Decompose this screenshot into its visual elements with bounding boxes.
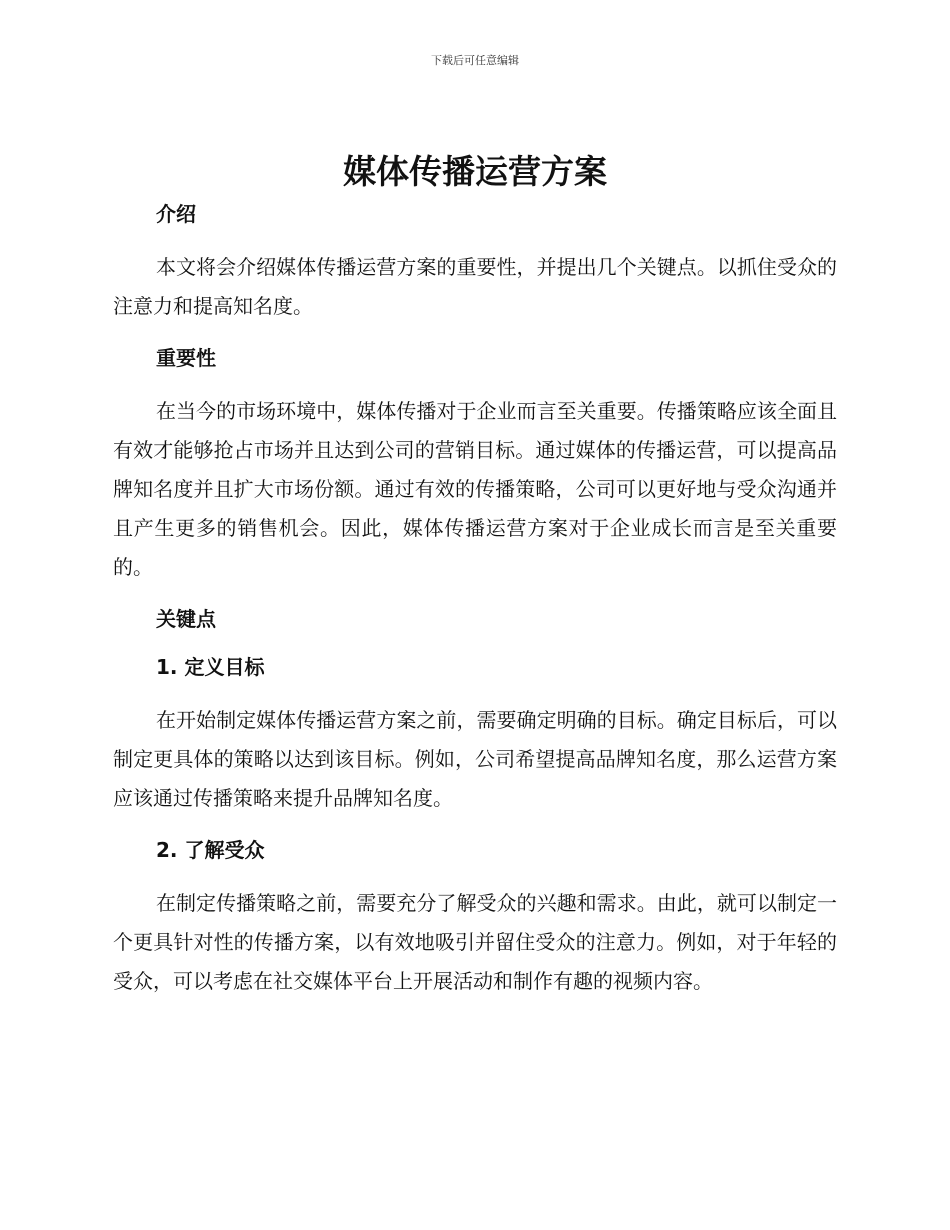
section-heading-importance: 重要性 [156,346,216,370]
section-text-intro: 本文将会介绍媒体传播运营方案的重要性，并提出几个关键点。以抓住受众的注意力和提高知名度。 [113,255,837,318]
section-text-point-2: 在制定传播策略之前，需要充分了解受众的兴趣和需求。由此，就可以制定一个更具针对性的传播方案，以有效地吸引并留住受众的注意力。例如，对于年轻的受众，可以考虑在社交媒体平台上开展活动和制作有趣的视频内容。 [113,891,837,993]
section-heading-intro: 介绍 [156,202,196,226]
section-text-point-1: 在开始制定媒体传播运营方案之前，需要确定明确的目标。确定目标后，可以制定更具体的策略以达到该目标。例如，公司希望提高品牌知名度，那么运营方案应该通过传播策略来提升品牌知名度。 [113,708,837,810]
section-heading-point-2: 2. 了解受众 [156,838,265,862]
section-text-importance: 在当今的市场环境中，媒体传播对于企业而言至关重要。传播策略应该全面且有效才能够抢占市场并且达到公司的营销目标。通过媒体的传播运营，可以提高品牌知名度并且扩大市场份额。通过有效的传播策略，公司可以更好地与受众沟通并且产生更多的销售机会。因此，媒体传播运营方案对于企业成长而言是至关重要的。 [113,399,837,579]
page-header-note: 下载后可任意编辑 [431,54,519,67]
section-heading-point-1: 1. 定义目标 [156,655,265,679]
section-heading-key-points: 关键点 [156,607,216,631]
document-title: 媒体传播运营方案 [343,152,607,191]
document-body [113,200,837,1001]
